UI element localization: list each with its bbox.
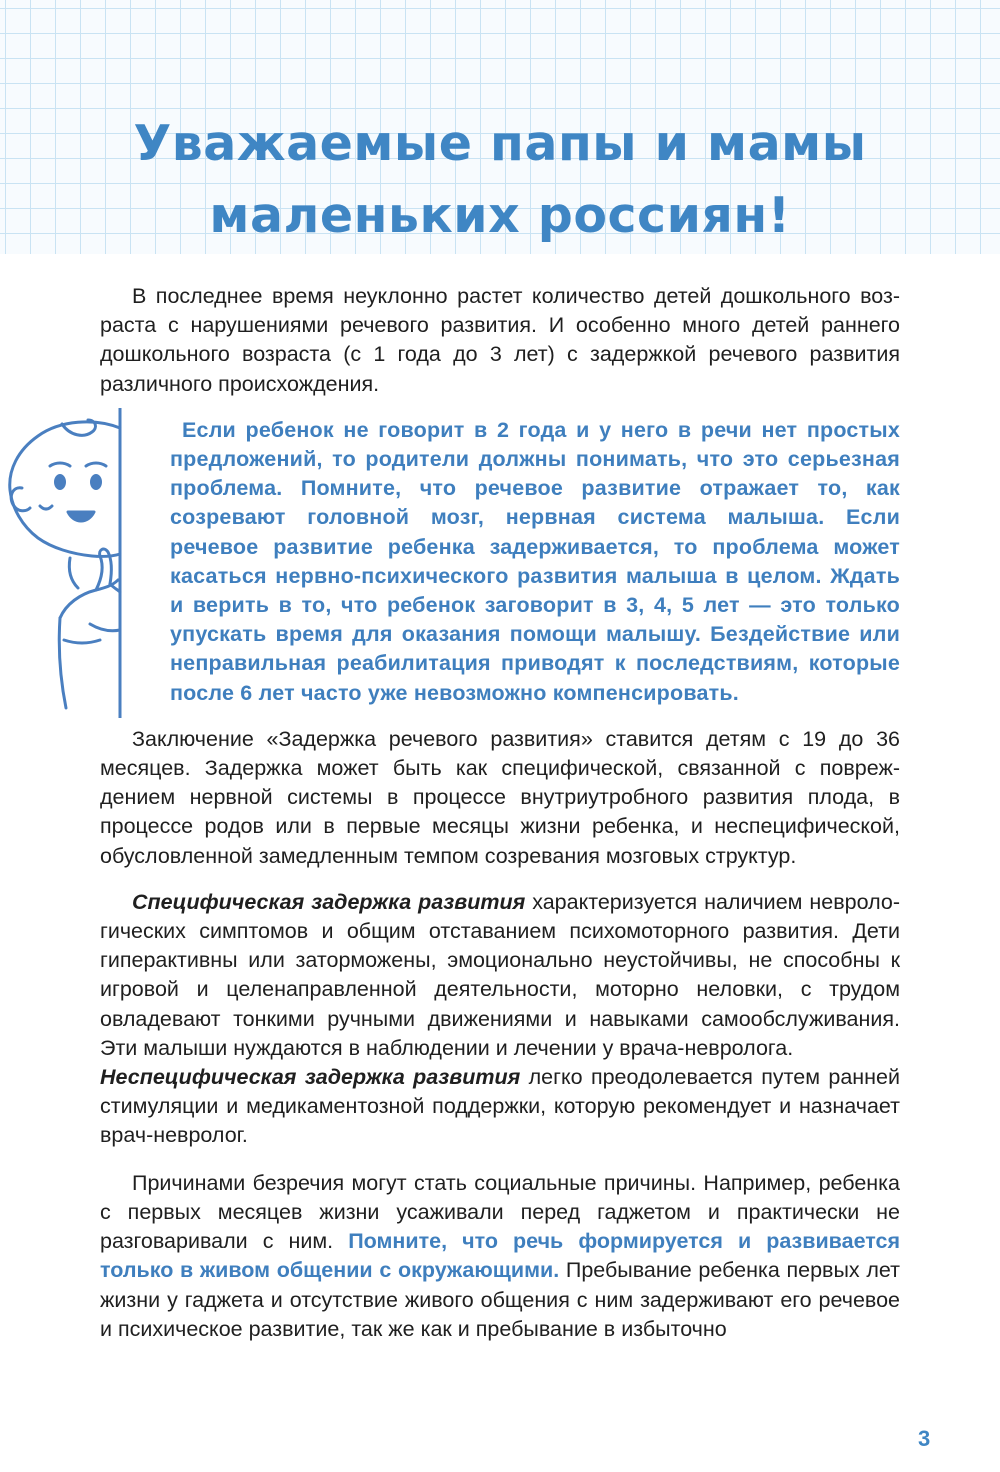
term-specific-delay: Специфическая задержка развития [132,889,526,914]
paragraph-social-causes-highlight: Помните, что речь формируется и развивается только в живом общении с окружающими. [100,1229,900,1283]
paragraph-social-causes [100,1169,900,1344]
paragraph-nonspecific-delay [100,1063,900,1151]
paragraph-specific-delay-text: характеризуется наличием неврологических симптомов и общим отставанием психомоторного развития. Дети гиперактивны или заторможены, эмоционально неустойчивы, не способны к игровой и целенаправленной деятельности, моторно неловки, с трудом овладевают тонкими ручными движениями и навыками самообслуживания. Эти малыши нуждаются в наблюдении и лечении у врача-невролога. [100,889,900,1060]
paragraph-intro: В последнее время неуклонно растет количество детей дошкольного возраста с нарушениями речевого развития. И особенно много детей раннего дошкольного возраста (с 1 года до 3 лет) с задержкой речевого развития различного происхождения. [100,284,900,396]
article-body [100,282,900,1361]
highlight-callout-text: Если ребенок не говорит в 2 года и у него в речи нет простых предложений, то родители должны понимать, что это серьезная проблема. Помните, что речевое развитие отражает то, как созревают головной мозг, нервная система малыша. Если речевое развитие ребенка задерживается, то проблема может касаться нервно-психического развития малыша в целом. Ждать и верить в то, что ребенок заговорит в 3, 4, 5 лет — это только упускать время для оказания помощи малышу. Бездействие или неправильная реабилитация приводят к последствиям, которые после 6 лет часто уже невозможно компенсировать. [170,417,900,705]
page-number: 3 [918,1426,931,1451]
paragraph-specific-delay [100,888,900,1063]
term-nonspecific-delay: Неспецифическая задержка развития [100,1065,521,1090]
paragraph-diagnosis: Заключение «Задержка речевого развития» ставится детям с 19 до 36 месяцев. Задержка может быть как специфической, связанной с повреждением нервной системы в процессе внутриутробного развития плода, в процессе родов или в первые месяцы жизни ребенка, и неспецифической, обусловленной замедленным темпом созревания мозговых структур. [100,726,900,868]
page-title [0,108,1000,252]
paragraph-nonspecific-delay-text: легко преодолевается путем ранней стимуляции и медикаментозной поддержки, которую рекомендует и назначает врач-невролог. [100,1065,900,1148]
paragraph-social-causes-end: Пребывание ребенка первых лет жизни у гаджета и отсутствие живого общения с ним задерживают его речевое и психическое развитие, так же как и пребывание в избыточно [100,1258,900,1341]
paragraph-social-causes-start: Причинами безречия могут стать социальные причины. Например, ребенка с первых месяцев жизни усаживали перед гаджетом и практически не разговаривали с ним. [100,1170,900,1254]
title-line-2: маленьких россиян! [209,187,791,244]
highlight-callout [170,416,900,708]
title-line-1: Уважаемые папы и мамы [133,115,867,172]
